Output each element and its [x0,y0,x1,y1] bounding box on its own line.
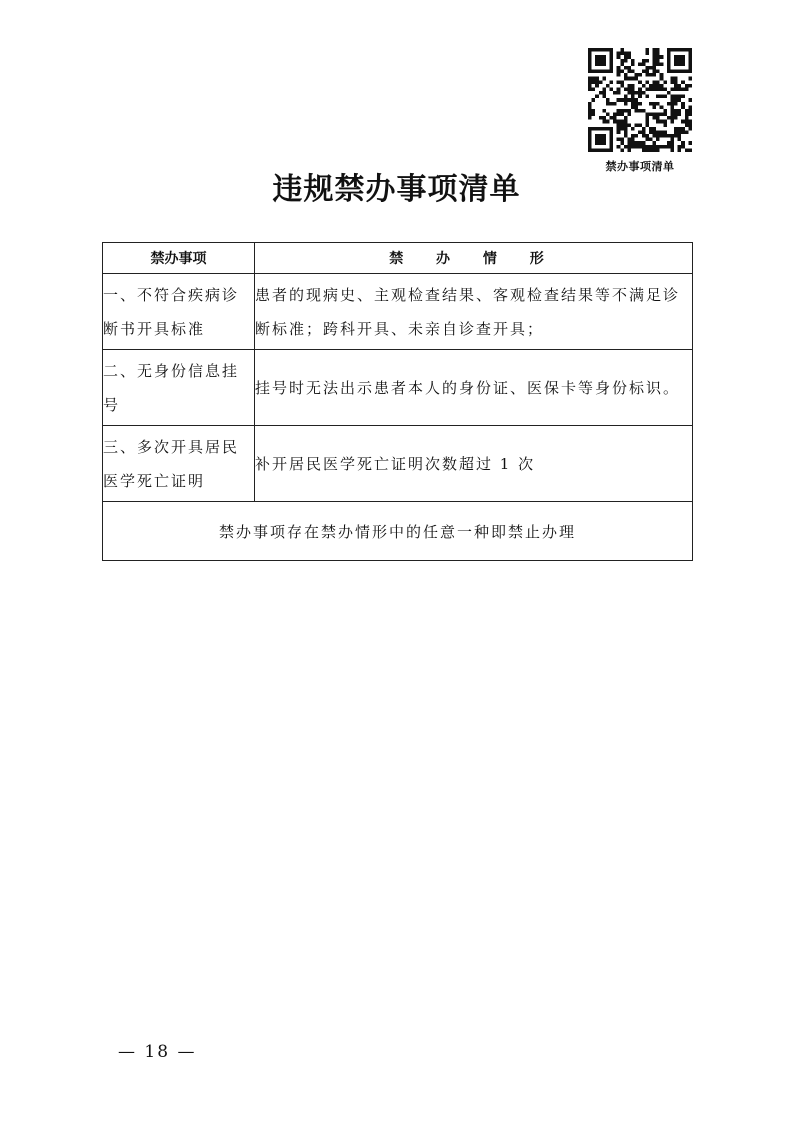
row-condition: 患者的现病史、主观检查结果、客观检查结果等不满足诊断标准；跨科开具、未亲自诊查开具； [255,274,693,350]
table-row [103,426,693,502]
header-item: 禁办事项 [103,243,255,274]
table-row [103,274,693,350]
row-condition: 补开居民医学死亡证明次数超过 1 次 [255,426,693,502]
qr-code-block [588,48,692,174]
table-note-row [103,502,693,561]
table-note: 禁办事项存在禁办情形中的任意一种即禁止办理 [103,502,693,561]
row-item: 二、无身份信息挂号 [103,350,255,426]
header-condition: 禁 办 情 形 [255,243,693,274]
prohibited-items-table [102,242,693,561]
qr-code-icon [588,48,692,152]
row-item: 一、不符合疾病诊断书开具标准 [103,274,255,350]
page-title: 违规禁办事项清单 [272,172,521,207]
table-header-row [103,243,693,274]
row-condition: 挂号时无法出示患者本人的身份证、医保卡等身份标识。 [255,350,693,426]
qr-caption: 禁办事项清单 [605,160,675,173]
table-row [103,350,693,426]
row-item: 三、多次开具居民医学死亡证明 [103,426,255,502]
page-number: — 18 — [118,1042,197,1062]
